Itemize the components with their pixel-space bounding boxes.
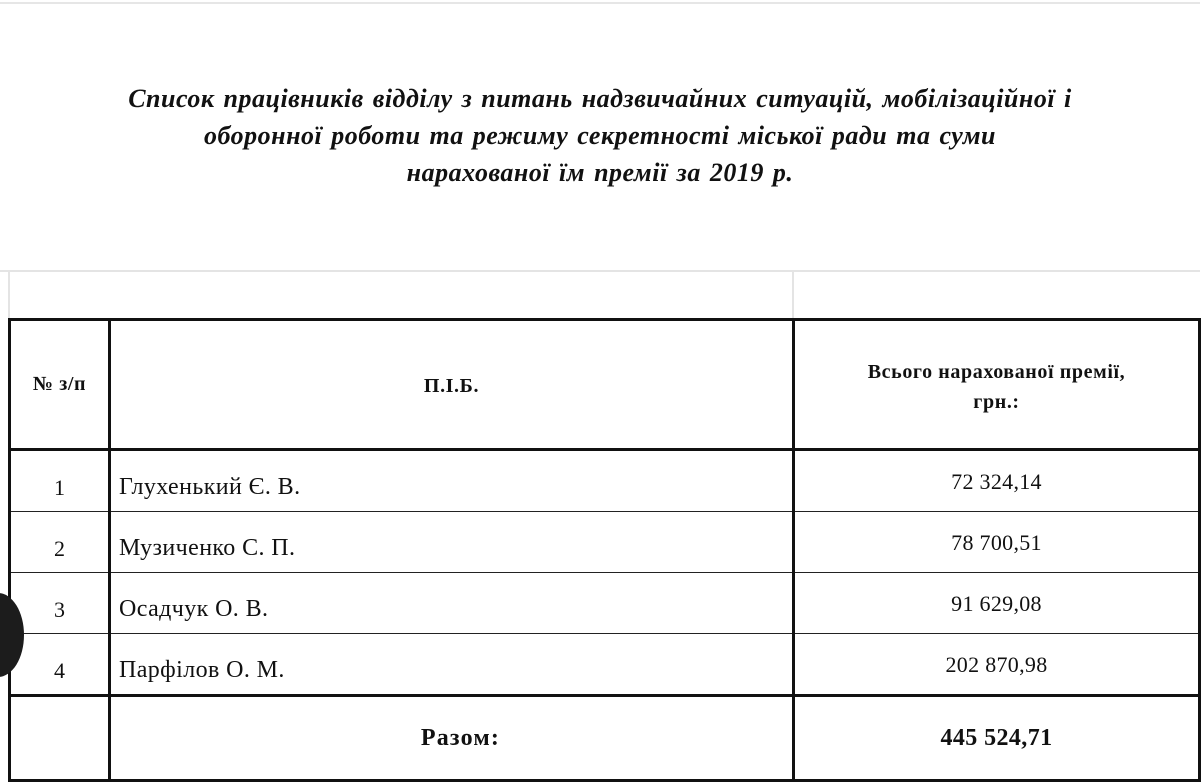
table-header-row	[10, 320, 1200, 450]
row-number: 1	[10, 450, 110, 512]
document-title	[0, 80, 1200, 191]
total-amount: 445 524,71	[794, 696, 1200, 781]
spreadsheet-gridline	[792, 270, 794, 318]
employee-name: Парфілов О. М.	[110, 634, 794, 696]
header-name: П.І.Б.	[110, 320, 794, 450]
row-number: 2	[10, 512, 110, 573]
bonus-amount: 72 324,14	[794, 450, 1200, 512]
header-number: № з/п	[10, 320, 110, 450]
title-line: нарахованої їм премії за 2019 р.	[406, 158, 794, 187]
bonus-amount: 78 700,51	[794, 512, 1200, 573]
row-number: 3	[10, 573, 110, 634]
total-label: Разом:	[110, 696, 794, 781]
spreadsheet-gridline	[8, 270, 10, 318]
table-total-row	[10, 696, 1200, 781]
table-row	[10, 512, 1200, 573]
title-line: Список працівників відділу з питань надзвичайних ситуацій, мобілізаційної і	[128, 84, 1072, 113]
top-divider	[0, 2, 1200, 4]
header-sum	[794, 320, 1200, 450]
table-row	[10, 450, 1200, 512]
total-number-cell	[10, 696, 110, 781]
header-sum-line: грн.:	[973, 390, 1020, 413]
bonus-amount: 91 629,08	[794, 573, 1200, 634]
row-number: 4	[10, 634, 110, 696]
table-row	[10, 634, 1200, 696]
table-row	[10, 573, 1200, 634]
employee-name: Глухенький Є. В.	[110, 450, 794, 512]
title-line: оборонної роботи та режиму секретності міської ради та суми	[204, 121, 996, 150]
bonus-amount: 202 870,98	[794, 634, 1200, 696]
spreadsheet-gridline	[0, 270, 1200, 272]
employee-name: Осадчук О. В.	[110, 573, 794, 634]
bonus-table	[8, 318, 1201, 782]
employee-name: Музиченко С. П.	[110, 512, 794, 573]
header-sum-line: Всього нарахованої премії,	[867, 360, 1126, 383]
